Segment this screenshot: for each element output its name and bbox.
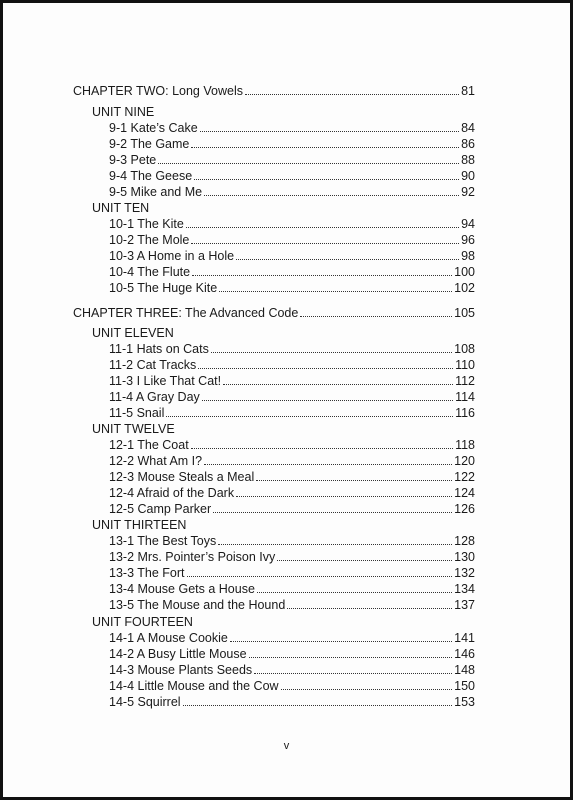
leader-dots (204, 454, 452, 465)
leader-dots (198, 358, 453, 369)
toc-entry (109, 565, 475, 581)
unit-thirteen-heading: UNIT THIRTEEN (92, 518, 187, 532)
lesson-page: 126 (454, 502, 475, 516)
toc-entry (109, 357, 475, 373)
lesson-title: 11-1 Hats on Cats (109, 342, 209, 356)
lesson-title: 12-1 The Coat (109, 438, 189, 452)
toc-entry (109, 437, 475, 453)
toc-entry (109, 216, 475, 232)
leader-dots (300, 306, 452, 317)
leader-dots (249, 647, 453, 658)
chapter-three-title: CHAPTER THREE: The Advanced Code (73, 306, 299, 320)
lesson-page: 122 (454, 470, 475, 484)
toc-entry (109, 168, 475, 184)
toc-entry (109, 646, 475, 662)
lesson-page: 132 (454, 566, 475, 580)
toc-entry (109, 630, 475, 646)
unit-ten-heading: UNIT TEN (92, 201, 150, 215)
lesson-title: 11-4 A Gray Day (109, 390, 200, 404)
lesson-title: 10-2 The Mole (109, 233, 190, 247)
toc-entry (109, 248, 475, 264)
lesson-page: 141 (454, 631, 475, 645)
leader-dots (211, 342, 452, 353)
leader-dots (191, 438, 453, 449)
lesson-page: 112 (455, 374, 475, 388)
leader-dots (287, 598, 452, 609)
lesson-title: 11-3 I Like That Cat! (109, 374, 222, 388)
toc-entry (109, 152, 475, 168)
leader-dots (187, 566, 453, 577)
lesson-title: 13-5 The Mouse and the Hound (109, 598, 286, 612)
lesson-title: 9-5 Mike and Me (109, 185, 203, 199)
chapter-three-page: 105 (454, 306, 475, 320)
lesson-title: 14-2 A Busy Little Mouse (109, 647, 247, 661)
lesson-page: 150 (454, 679, 475, 693)
lesson-title: 10-1 The Kite (109, 217, 184, 231)
lesson-title: 9-3 Pete (109, 153, 157, 167)
toc-entry (109, 694, 475, 710)
lesson-page: 120 (454, 454, 475, 468)
lesson-page: 153 (454, 695, 475, 709)
lesson-page: 92 (461, 185, 475, 199)
lesson-title: 11-5 Snail (109, 406, 165, 420)
toc-entry (109, 485, 475, 501)
lesson-title: 9-4 The Geese (109, 169, 193, 183)
lesson-title: 13-4 Mouse Gets a House (109, 582, 255, 596)
unit-nine-heading: UNIT NINE (92, 105, 155, 119)
toc-entry (109, 501, 475, 517)
lesson-title: 12-4 Afraid of the Dark (109, 486, 235, 500)
leader-dots (256, 470, 452, 481)
chapter-three-entry (73, 305, 475, 321)
leader-dots (277, 550, 452, 561)
lesson-page: 110 (455, 358, 475, 372)
leader-dots (158, 153, 459, 164)
lesson-title: 13-3 The Fort (109, 566, 185, 580)
leader-dots (166, 406, 453, 417)
toc-entry (109, 405, 475, 421)
lesson-page: 146 (454, 647, 475, 661)
leader-dots (191, 233, 459, 244)
lesson-page: 108 (454, 342, 475, 356)
leader-dots (191, 137, 459, 148)
leader-dots (254, 663, 452, 674)
leader-dots (183, 695, 453, 706)
unit-eleven-heading: UNIT ELEVEN (92, 326, 174, 340)
leader-dots (204, 185, 459, 196)
lesson-title: 13-2 Mrs. Pointer’s Poison Ivy (109, 550, 276, 564)
lesson-page: 124 (454, 486, 475, 500)
lesson-page: 116 (455, 406, 475, 420)
toc-entry (109, 469, 475, 485)
leader-dots (202, 390, 453, 401)
toc-entry (109, 389, 475, 405)
leader-dots (230, 631, 452, 642)
lesson-page: 96 (461, 233, 475, 247)
lesson-title: 9-2 The Game (109, 137, 190, 151)
lesson-title: 10-4 The Flute (109, 265, 191, 279)
leader-dots (200, 121, 459, 132)
leader-dots (236, 486, 452, 497)
leader-dots (245, 84, 459, 95)
toc-entry (109, 597, 475, 613)
chapter-two-page: 81 (461, 84, 475, 98)
lesson-page: 128 (454, 534, 475, 548)
toc-entry (109, 678, 475, 694)
lesson-page: 90 (461, 169, 475, 183)
toc-entry (109, 280, 475, 296)
lesson-title: 12-5 Camp Parker (109, 502, 212, 516)
leader-dots (219, 281, 452, 292)
toc-entry (109, 232, 475, 248)
leader-dots (257, 582, 452, 593)
lesson-title: 10-5 The Huge Kite (109, 281, 218, 295)
lesson-page: 137 (454, 598, 475, 612)
toc-entry (109, 264, 475, 280)
lesson-title: 12-3 Mouse Steals a Meal (109, 470, 255, 484)
lesson-title: 14-5 Squirrel (109, 695, 181, 709)
lesson-page: 84 (461, 121, 475, 135)
leader-dots (192, 265, 452, 276)
leader-dots (213, 502, 452, 513)
lesson-page: 118 (455, 438, 475, 452)
lesson-page: 114 (455, 390, 475, 404)
toc-entry (109, 662, 475, 678)
page-number: v (283, 740, 290, 752)
unit-twelve-heading: UNIT TWELVE (92, 422, 175, 436)
toc-entry (109, 533, 475, 549)
lesson-title: 9-1 Kate’s Cake (109, 121, 198, 135)
leader-dots (186, 217, 459, 228)
lesson-page: 102 (454, 281, 475, 295)
lesson-title: 11-2 Cat Tracks (109, 358, 197, 372)
leader-dots (218, 534, 452, 545)
lesson-page: 130 (454, 550, 475, 564)
toc-entry (109, 581, 475, 597)
toc-entry (109, 136, 475, 152)
lesson-page: 100 (454, 265, 475, 279)
lesson-title: 12-2 What Am I? (109, 454, 203, 468)
lesson-title: 14-1 A Mouse Cookie (109, 631, 228, 645)
leader-dots (236, 249, 459, 260)
chapter-two-title: CHAPTER TWO: Long Vowels (73, 84, 243, 98)
leader-dots (281, 679, 453, 690)
toc-entry (109, 120, 475, 136)
lesson-page: 134 (454, 582, 475, 596)
lesson-title: 14-4 Little Mouse and the Cow (109, 679, 279, 693)
lesson-page: 148 (454, 663, 475, 677)
toc-entry (109, 373, 475, 389)
lesson-title: 14-3 Mouse Plants Seeds (109, 663, 253, 677)
lesson-title: 10-3 A Home in a Hole (109, 249, 235, 263)
lesson-page: 86 (461, 137, 475, 151)
toc-entry (109, 549, 475, 565)
toc-entry (109, 184, 475, 200)
toc-entry (109, 453, 475, 469)
leader-dots (194, 169, 459, 180)
unit-fourteen-heading: UNIT FOURTEEN (92, 615, 193, 629)
lesson-title: 13-1 The Best Toys (109, 534, 217, 548)
toc-entry (109, 341, 475, 357)
lesson-page: 98 (461, 249, 475, 263)
lesson-page: 88 (461, 153, 475, 167)
leader-dots (223, 374, 453, 385)
chapter-two-entry (73, 83, 475, 99)
lesson-page: 94 (461, 217, 475, 231)
